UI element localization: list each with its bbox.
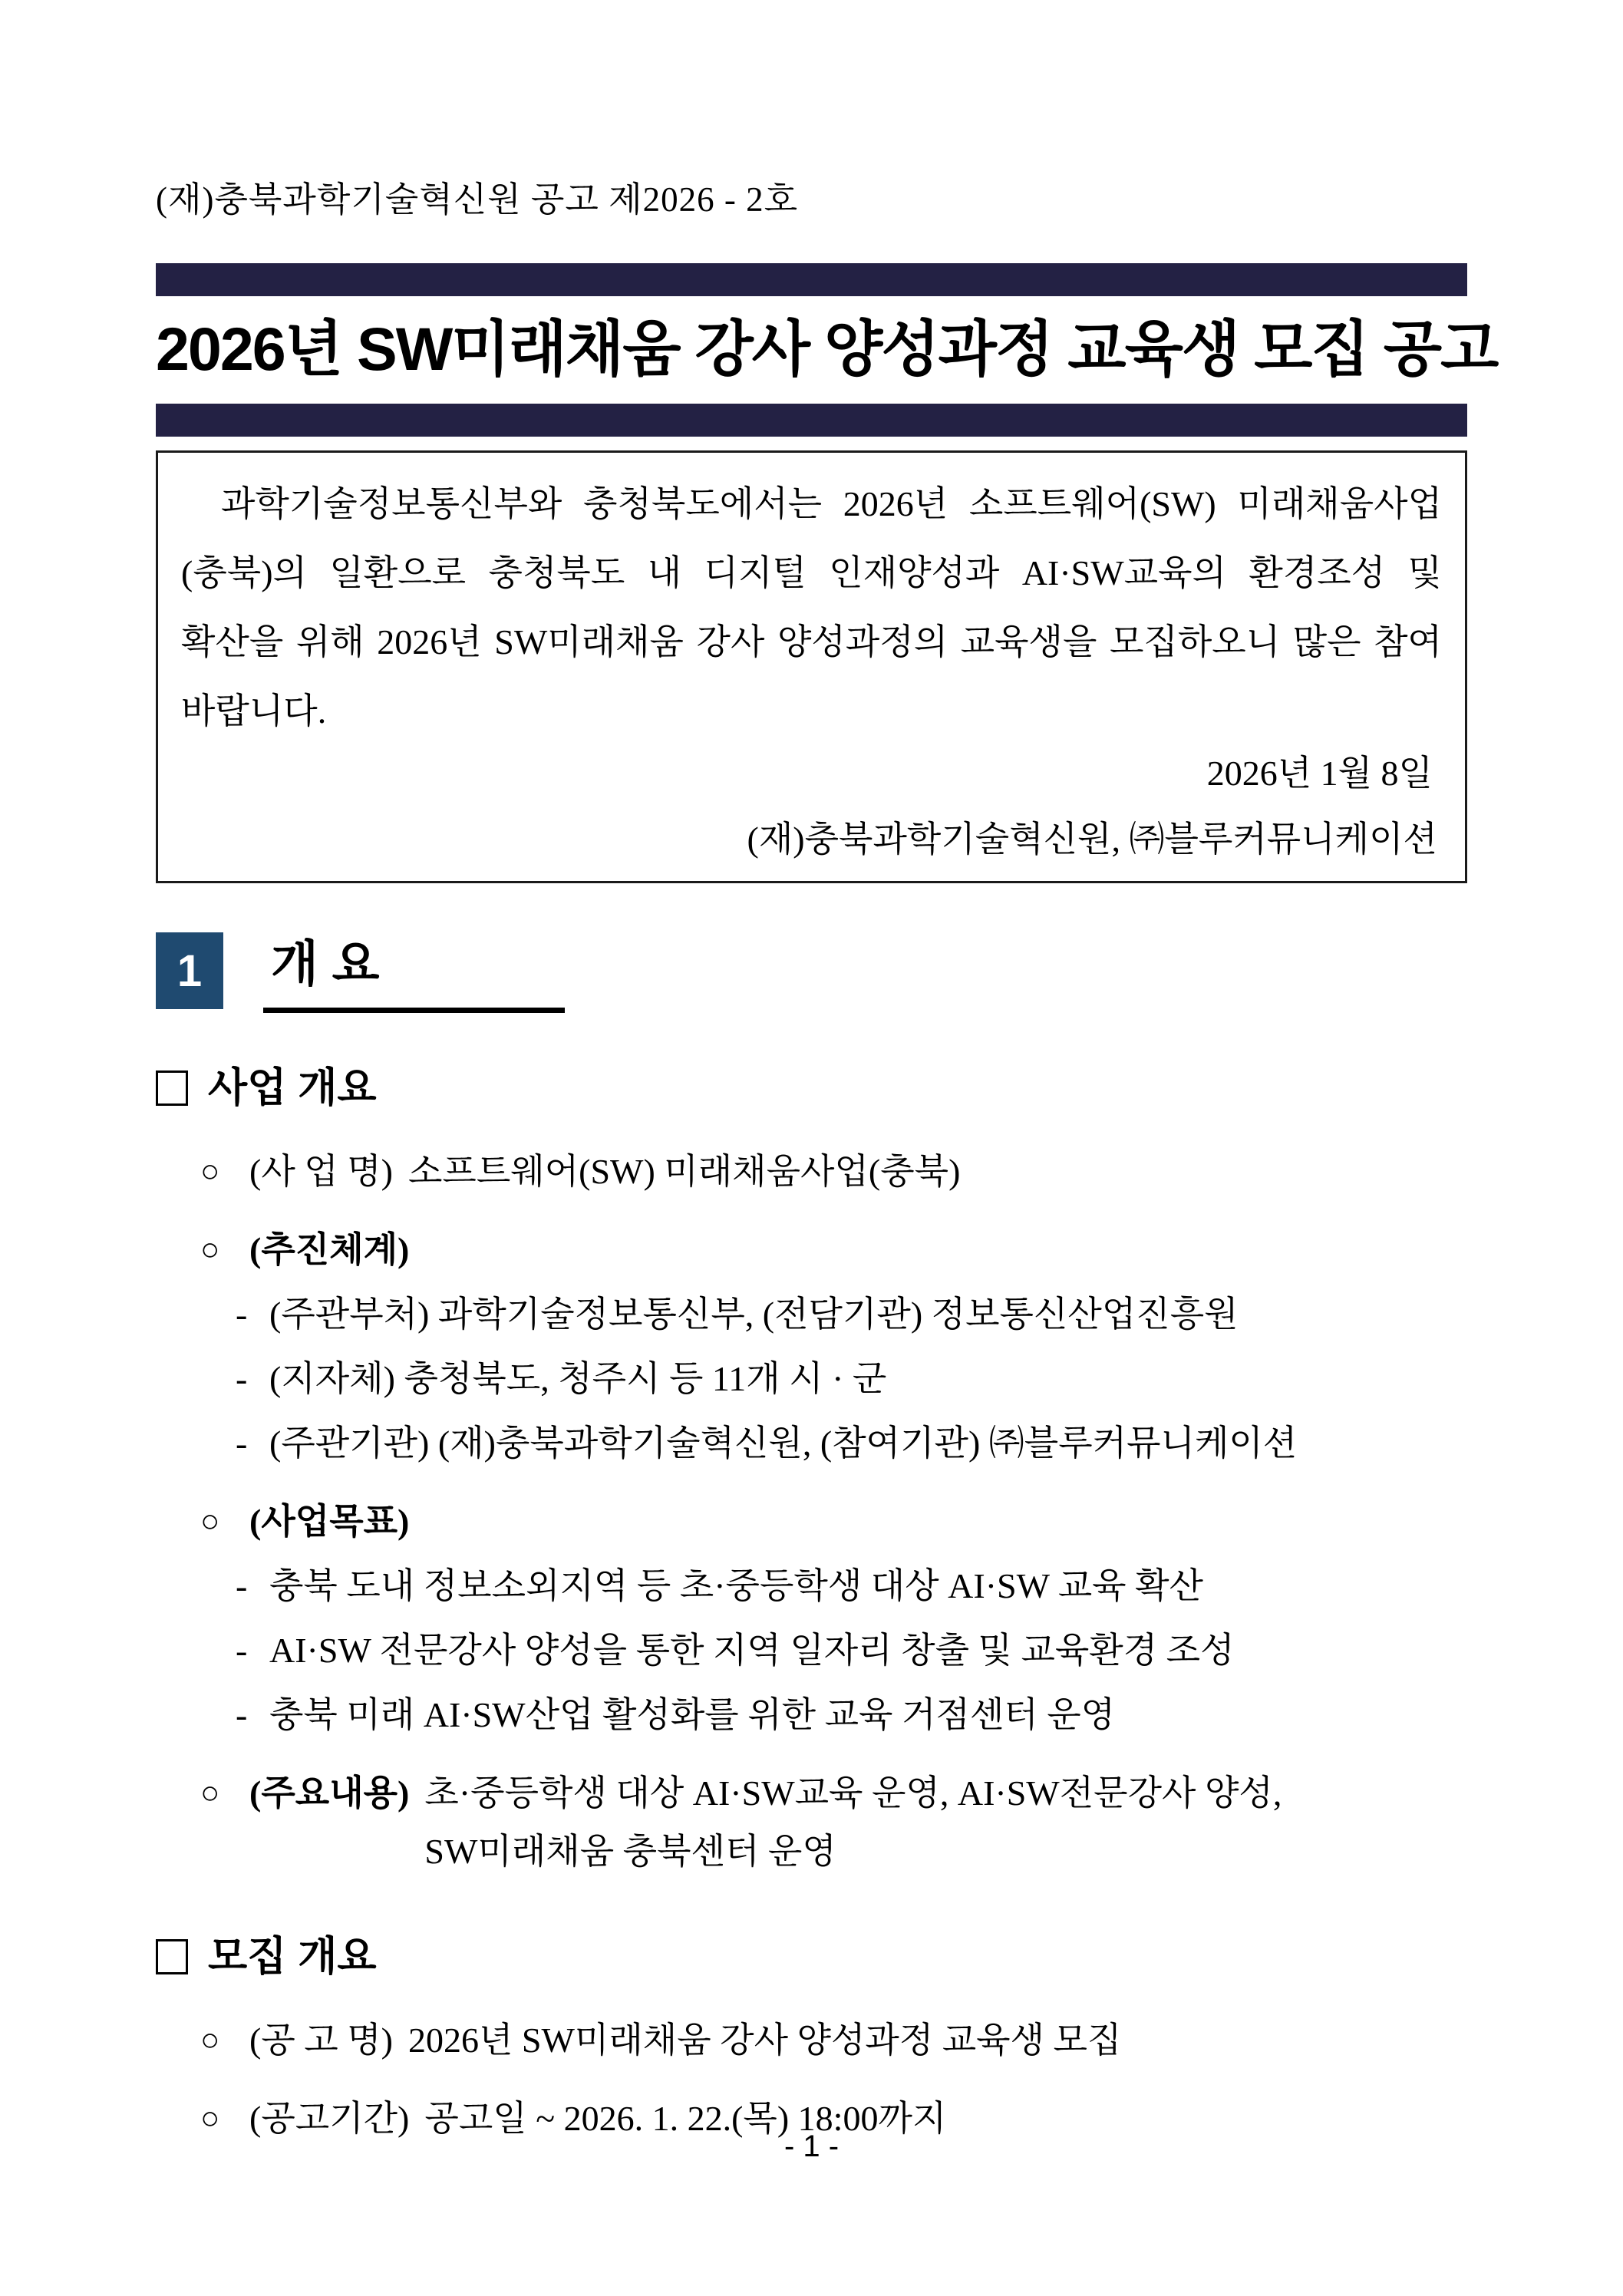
item-text: 소프트웨어(SW) 미래채움사업(충북) [407, 1152, 961, 1191]
item-text: 충북 도내 정보소외지역 등 초·중등학생 대상 AI·SW 교육 확산 [269, 1566, 1203, 1605]
item-text-line1: 초·중등학생 대상 AI·SW교육 운영, AI·SW전문강사 양성, [424, 1773, 1282, 1813]
checkbox-icon [156, 1070, 188, 1106]
list-item [156, 1627, 1467, 1674]
dash-icon: - [236, 1295, 248, 1334]
dash-icon: - [236, 1695, 248, 1734]
dash-icon: - [236, 1631, 248, 1670]
intro-date: 2026년 1월 8일 [1206, 754, 1433, 793]
bullet-icon: ○ [200, 2023, 220, 2058]
item-label: (사 업 명) [249, 1152, 393, 1191]
page-number: - 1 - [783, 2129, 840, 2163]
item-label: (사업목표) [249, 1502, 410, 1541]
list-item [156, 1420, 1467, 1467]
item-label: (추진체계) [249, 1230, 410, 1269]
item-text: 2026년 SW미래채움 강사 양성과정 교육생 모집 [407, 2021, 1122, 2060]
bullet-icon: ○ [200, 1232, 220, 1268]
notice-number: (재)충북과학기술혁신원 공고 제2026 - 2호 [156, 180, 799, 219]
list-item [156, 1498, 1467, 1546]
document-title: 2026년 SW미래채움 강사 양성과정 교육생 모집 공고 [156, 315, 1498, 383]
bottom-rule [156, 404, 1467, 437]
dash-icon: - [236, 1566, 248, 1605]
item-text: AI·SW 전문강사 양성을 통한 지역 일자리 창출 및 교육환경 조성 [269, 1631, 1235, 1670]
item-text: (지자체) 충청북도, 청주시 등 11개 시 · 군 [269, 1359, 887, 1398]
item-label: (공고기간) [249, 2099, 410, 2138]
intro-box [156, 450, 1467, 883]
bullet-icon: ○ [200, 1776, 220, 1811]
dash-icon: - [236, 1359, 248, 1398]
bullet-icon: ○ [200, 1154, 220, 1189]
subsection-heading-label: 사업 개요 [208, 1065, 377, 1110]
list-item [156, 2017, 1467, 2064]
top-rule [156, 263, 1467, 296]
dash-icon: - [236, 1423, 248, 1463]
checkbox-icon [156, 1939, 188, 1974]
list-item [156, 1226, 1467, 1274]
section-header [156, 932, 1467, 1013]
item-text: 충북 미래 AI·SW산업 활성화를 위한 교육 거점센터 운영 [269, 1695, 1116, 1734]
intro-signature: (재)충북과학기술혁신원, ㈜블루커뮤니케이션 [747, 820, 1437, 859]
subsection-heading-recruit [156, 1932, 1467, 1981]
bullet-icon: ○ [200, 1504, 220, 1539]
item-label: (공 고 명) [249, 2021, 393, 2060]
item-label: (주요내용) [249, 1773, 410, 1813]
list-item [156, 1355, 1467, 1403]
list-item [156, 1562, 1467, 1610]
subsection-heading-label: 모집 개요 [208, 1934, 377, 1979]
subsection-heading-business [156, 1064, 1467, 1113]
list-item [156, 1770, 1467, 1875]
intro-paragraph: 과학기술정보통신부와 충청북도에서는 2026년 소프트웨어(SW) 미래채움사업(충북)의 일환으로 충청북도 내 디지털 인재양성과 AI·SW교육의 환경조성 및 확산을 위해 2026년 SW미래채움 강사 양성과정의 교육생을 모집하오니 많은 참여 바랍니다. [181, 484, 1442, 731]
item-text [424, 1770, 1282, 1875]
bullet-icon: ○ [200, 2101, 220, 2136]
item-text-line2: SW미래채움 충북센터 운영 [424, 1832, 836, 1871]
list-item [156, 1691, 1467, 1739]
list-item [156, 1148, 1467, 1196]
item-text: 공고일 ~ 2026. 1. 22.(목) 18:00까지 [424, 2099, 947, 2138]
section-number-badge: 1 [156, 932, 223, 1009]
section-title: 개 요 [263, 932, 565, 1013]
list-item [156, 1291, 1467, 1338]
item-text: (주관부처) 과학기술정보통신부, (전담기관) 정보통신산업진흥원 [269, 1295, 1239, 1334]
item-text: (주관기관) (재)충북과학기술혁신원, (참여기관) ㈜블루커뮤니케이션 [269, 1423, 1298, 1463]
